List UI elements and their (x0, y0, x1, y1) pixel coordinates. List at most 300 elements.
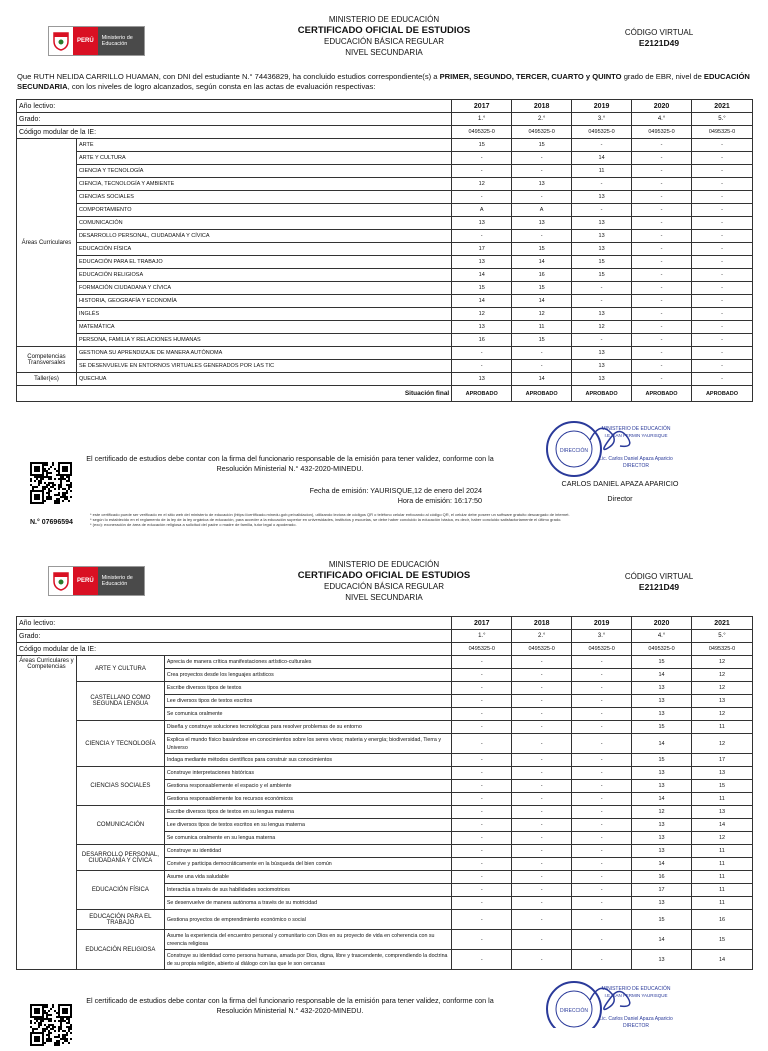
competencias-group-label: Competencias Transversales (17, 347, 77, 373)
grade-cell: 3.° (572, 113, 632, 126)
grade-value: 13 (632, 950, 692, 970)
area-row (17, 217, 753, 230)
grade-value: 13 (632, 780, 692, 793)
emission-info (250, 486, 482, 506)
grade-value: - (572, 295, 632, 308)
situacion-value: APROBADO (572, 386, 632, 402)
grade-value: - (572, 884, 632, 897)
grade-value: - (512, 871, 572, 884)
grade-value: - (632, 191, 692, 204)
grade-value: - (452, 819, 512, 832)
grade-value: 11 (692, 884, 753, 897)
grade-value: - (572, 734, 632, 754)
grade-value: - (691, 321, 752, 334)
grade-value: 14 (632, 930, 692, 950)
grade-value: - (572, 204, 632, 217)
grade-value: - (572, 871, 632, 884)
peru-emblem-icon (49, 569, 73, 593)
header-nivel: NIVEL SECUNDARIA (345, 48, 423, 57)
grade-value: - (572, 897, 632, 910)
area-name: ARTE (76, 139, 451, 152)
grade-value: - (452, 930, 512, 950)
footnote-1: * este certificado puede ser verificado en el sitio web del ministerio de educación (https://certificado.minedu.gob.pe/validacion), utilizando lectora de códigos QR o teléfono celular enfocando al código QR, el celular debe poseer un software gratuito descargado de internet. (90, 512, 570, 517)
grade-value: 14 (632, 793, 692, 806)
grade-value: - (632, 269, 692, 282)
grade-value: 13 (632, 897, 692, 910)
signer-block (520, 479, 720, 504)
grade-value: 16 (512, 269, 572, 282)
header-ministerio: MINISTERIO DE EDUCACIÓN (328, 560, 440, 569)
grade-value: A (512, 204, 572, 217)
competence-text: Construye su identidad (164, 845, 451, 858)
grade-value: - (691, 269, 752, 282)
competence-row (17, 910, 753, 930)
competence-text: Gestiona responsablemente el espacio y el ambiente (164, 780, 451, 793)
grade-value: - (691, 282, 752, 295)
grade-value: 13 (632, 695, 692, 708)
grade-value: - (572, 656, 632, 669)
grade-value: - (452, 165, 512, 178)
validity-note-line2: Resolución Ministerial N.° 432-2020-MINEDU. (216, 1006, 364, 1015)
competence-text: Asume una vida saludable (164, 871, 451, 884)
grade-value: 16 (692, 910, 753, 930)
grade-value: 12 (572, 321, 632, 334)
codmod-cell: 0495325-0 (572, 126, 632, 139)
grade-value: - (632, 204, 692, 217)
competence-text: Lee diversos tipos de textos escritos (164, 695, 451, 708)
grade-value: 13 (452, 217, 512, 230)
grade-value: - (691, 347, 752, 360)
grade-value: 13 (512, 178, 572, 191)
competence-row (17, 347, 753, 360)
grade-value: - (452, 754, 512, 767)
competence-text: Construye su identidad como persona humana, amada por Dios, digna, libre y trascendente, comprendiendo la doctrina de su propia religión, abierto al diálogo con las que le son cercanas (164, 950, 451, 970)
codigo-virtual-2 (599, 571, 719, 593)
area-row (17, 204, 753, 217)
grade-cell: 4.° (632, 630, 692, 643)
grade-value: - (632, 360, 692, 373)
grade-value: - (572, 950, 632, 970)
grade-value: 14 (692, 950, 753, 970)
area-name: FORMACIÓN CIUDADANA Y CÍVICA (76, 282, 451, 295)
competence-row (17, 721, 753, 734)
grade-value: - (572, 930, 632, 950)
grade-value: 13 (692, 767, 753, 780)
area-row (17, 191, 753, 204)
validity-note (80, 454, 500, 474)
area-name: CASTELLANO COMO SEGUNDA LENGUA (76, 682, 164, 721)
grade-value: 14 (572, 152, 632, 165)
competence-text: Convive y participa democráticamente en la búsqueda del bien común (164, 858, 451, 871)
grade-value: 13 (692, 695, 753, 708)
year-cell: 2019 (572, 617, 632, 630)
grade-value: - (691, 152, 752, 165)
area-name: CIENCIA Y TECNOLOGÍA (76, 721, 164, 767)
grade-value: - (452, 708, 512, 721)
grade-value: 14 (632, 669, 692, 682)
year-label: Año lectivo: (17, 617, 452, 630)
grade-value: 13 (632, 819, 692, 832)
grade-value: - (512, 897, 572, 910)
grade-value: - (572, 845, 632, 858)
competence-text: Se comunica oralmente (164, 708, 451, 721)
grade-cell: 5.° (692, 630, 753, 643)
grade-cell: 2.° (512, 630, 572, 643)
grade-value: 15 (632, 656, 692, 669)
grade-value: - (512, 950, 572, 970)
area-name: ARTE Y CULTURA (76, 656, 164, 682)
situacion-value: APROBADO (512, 386, 572, 402)
competence-text: Diseña y construye soluciones tecnológicas para resolver problemas de su entorno (164, 721, 451, 734)
area-row (17, 334, 753, 347)
stamp-ring-text: MINISTERIO DE EDUCACIÓN (601, 986, 671, 992)
intro-level: EDUCACIÓN SECUNDARIA (17, 72, 750, 91)
grade-value: 11 (572, 165, 632, 178)
area-name: CIENCIA, TECNOLOGÍA Y AMBIENTE (76, 178, 451, 191)
grade-value: - (572, 721, 632, 734)
intro-paragraph (17, 72, 752, 92)
grade-value: - (512, 191, 572, 204)
area-name: CIENCIAS SOCIALES (76, 191, 451, 204)
grade-value: 13 (572, 217, 632, 230)
grade-value: 15 (512, 243, 572, 256)
grade-value: - (452, 656, 512, 669)
codigo-virtual-label: CÓDIGO VIRTUAL (624, 572, 694, 581)
grade-value: - (572, 910, 632, 930)
grade-value: - (512, 806, 572, 819)
competence-text: Escribe diversos tipos de textos en su lengua materna (164, 806, 451, 819)
grade-value: 15 (632, 721, 692, 734)
area-row (17, 269, 753, 282)
year-cell: 2020 (632, 100, 692, 113)
area-name: EDUCACIÓN RELIGIOSA (76, 930, 164, 970)
grade-value: - (512, 165, 572, 178)
situacion-value: APROBADO (632, 386, 692, 402)
grade-value: 12 (452, 308, 512, 321)
year-cell: 2017 (452, 100, 512, 113)
grade-value: - (512, 767, 572, 780)
grade-value: - (632, 334, 692, 347)
footnote-2: * según lo establecido en el reglamento de la ley de la ley orgánica de educación, para acceder a la educación superior en universidades, institutos y escuelas, se debe haber concluido la educación básica, es decir, haber concluido satisfactoriamente el último grado. (90, 517, 562, 522)
area-name: EDUCACIÓN PARA EL TRABAJO (76, 256, 451, 269)
grade-value: - (512, 754, 572, 767)
grade-cell: 5.° (691, 113, 752, 126)
year-cell: 2018 (512, 100, 572, 113)
grade-value: 15 (572, 269, 632, 282)
area-row (17, 243, 753, 256)
grade-value: - (632, 256, 692, 269)
grade-value: 11 (692, 793, 753, 806)
stamp-sign-name: Lic. Carlos Daniel Apaza Aparicio (599, 1016, 673, 1022)
grade-value: - (452, 806, 512, 819)
stamp-center-text: DIRECCIÓN (559, 448, 589, 454)
area-name: CIENCIAS SOCIALES (76, 767, 164, 806)
footnote-3: * (exo): exoneración de área de educación religiosa a solicitud del padre o madre de familia, tutor legal o apoderado. (90, 522, 297, 527)
year-cell: 2017 (452, 617, 512, 630)
intro-grades: PRIMER, SEGUNDO, TERCER, CUARTO y QUINTO (439, 72, 622, 81)
area-name: EDUCACIÓN RELIGIOSA (76, 269, 451, 282)
grade-value: 11 (512, 321, 572, 334)
area-name: EDUCACIÓN FÍSICA (76, 243, 451, 256)
grade-value: - (572, 819, 632, 832)
grade-value: - (632, 373, 692, 386)
grade-value: - (572, 334, 632, 347)
area-row (17, 178, 753, 191)
grade-value: - (572, 282, 632, 295)
area-name: EDUCACIÓN PARA EL TRABAJO (76, 910, 164, 930)
grade-value: 14 (512, 373, 572, 386)
grade-value: - (691, 178, 752, 191)
year-row (17, 617, 753, 630)
competence-text: Escribe diversos tipos de textos (164, 682, 451, 695)
grade-value: 13 (572, 373, 632, 386)
grade-row (17, 113, 753, 126)
taller-name: QUECHUA (76, 373, 451, 386)
grade-value: - (691, 295, 752, 308)
grade-value: - (452, 360, 512, 373)
grade-value: - (632, 347, 692, 360)
competence-name: SE DESENVUELVE EN ENTORNOS VIRTUALES GENERADOS POR LAS TIC (76, 360, 451, 373)
stamp-sign-role: DIRECTOR (622, 1023, 650, 1028)
grade-value: - (512, 845, 572, 858)
grade-value: - (632, 139, 692, 152)
grade-value: 13 (452, 256, 512, 269)
grade-value: - (512, 832, 572, 845)
grade-value: - (452, 347, 512, 360)
header-ebr: EDUCACIÓN BÁSICA REGULAR (323, 37, 445, 46)
grade-value: 13 (572, 347, 632, 360)
grade-value: - (572, 708, 632, 721)
grade-value: 12 (512, 308, 572, 321)
grade-value: 13 (572, 243, 632, 256)
competence-row (17, 845, 753, 858)
grade-value: A (452, 204, 512, 217)
emission-time: Hora de emisión: 16:17:50 (397, 496, 482, 505)
grade-value: - (452, 767, 512, 780)
ministerio-label: Ministerio de Educación (98, 567, 144, 595)
competence-text: Interactúa a través de sus habilidades sociomotrices (164, 884, 451, 897)
grade-value: - (452, 793, 512, 806)
area-row (17, 321, 753, 334)
grade-value: - (452, 845, 512, 858)
competence-name: GESTIONA SU APRENDIZAJE DE MANERA AUTÓNOMA (76, 347, 451, 360)
intro-text-e: , con los niveles de logro alcanzados, según consta en las actas de evaluación respectivas: (67, 82, 376, 91)
grade-value: - (512, 793, 572, 806)
emission-date: Fecha de emisión: YAURISQUE,12 de enero del 2024 (309, 486, 482, 495)
validity-note-line1: El certificado de estudios debe contar con la firma del funcionario responsable de la emisión para tener validez, conforme con la (86, 996, 494, 1005)
grade-value: - (512, 884, 572, 897)
grade-value: 11 (692, 897, 753, 910)
grade-value: - (691, 360, 752, 373)
grade-value: - (632, 217, 692, 230)
grade-value: - (572, 682, 632, 695)
grade-value: - (512, 682, 572, 695)
codmod-cell: 0495325-0 (632, 126, 692, 139)
grade-value: 14 (452, 295, 512, 308)
area-name: DESARROLLO PERSONAL, CIUDADANÍA Y CÍVICA (76, 845, 164, 871)
year-cell: 2020 (632, 617, 692, 630)
codmod-row (17, 126, 753, 139)
grade-value: - (512, 695, 572, 708)
grade-cell: 2.° (512, 113, 572, 126)
grade-value: 13 (632, 708, 692, 721)
grade-value: - (632, 295, 692, 308)
grade-value: - (691, 204, 752, 217)
grade-value: 11 (692, 871, 753, 884)
grades-table-2 (16, 616, 753, 970)
intro-text-a: Que RUTH NELIDA CARRILLO HUAMAN, con DNI del estudiante N.° 74436829, ha concluido estudios correspondiente(s) a (17, 72, 440, 81)
grade-value: - (452, 230, 512, 243)
grade-cell: 4.° (632, 113, 692, 126)
minedu-logo-2 (48, 566, 145, 596)
grade-value: - (452, 734, 512, 754)
competence-text: Crea proyectos desde los lenguajes artísticos (164, 669, 451, 682)
grade-value: 13 (572, 360, 632, 373)
grade-value: 16 (632, 871, 692, 884)
grade-value: 13 (572, 191, 632, 204)
validity-note-2 (80, 996, 500, 1016)
grade-value: - (572, 780, 632, 793)
grade-value: - (572, 793, 632, 806)
grade-value: 12 (452, 178, 512, 191)
grade-value: 15 (452, 139, 512, 152)
year-label: Año lectivo: (17, 100, 452, 113)
grade-value: 12 (692, 832, 753, 845)
grade-value: - (452, 695, 512, 708)
ministerio-label: Ministerio de Educación (98, 27, 144, 55)
grade-value: - (512, 347, 572, 360)
codigo-virtual-value: E2121D49 (638, 38, 680, 48)
codmod-row (17, 643, 753, 656)
grade-value: - (512, 721, 572, 734)
grade-value: - (452, 897, 512, 910)
grade-value: 12 (692, 734, 753, 754)
grade-value: - (572, 806, 632, 819)
grade-value: - (452, 682, 512, 695)
taller-row (17, 373, 753, 386)
competence-text: Indaga mediante métodos científicos para construir sus conocimientos (164, 754, 451, 767)
grade-value: 17 (452, 243, 512, 256)
grade-value: - (512, 708, 572, 721)
codmod-cell: 0495325-0 (572, 643, 632, 656)
signer-role: Director (607, 494, 633, 503)
competence-text: Construye interpretaciones históricas (164, 767, 451, 780)
grade-value: - (512, 360, 572, 373)
grade-value: 14 (452, 269, 512, 282)
grade-value: - (512, 930, 572, 950)
grade-value: - (691, 334, 752, 347)
grade-value: 15 (512, 282, 572, 295)
grade-value: - (572, 669, 632, 682)
grade-value: - (632, 165, 692, 178)
area-name: COMUNICACIÓN (76, 806, 164, 845)
year-cell: 2018 (512, 617, 572, 630)
grade-value: 13 (572, 230, 632, 243)
grade-value: 14 (632, 734, 692, 754)
grade-value: 13 (632, 845, 692, 858)
grade-row (17, 630, 753, 643)
footnotes (90, 512, 690, 527)
grade-value: - (452, 721, 512, 734)
year-row (17, 100, 753, 113)
codmod-cell: 0495325-0 (691, 126, 752, 139)
competence-row (17, 682, 753, 695)
minedu-logo (48, 26, 145, 56)
validity-note-line2: Resolución Ministerial N.° 432-2020-MINEDU. (216, 464, 364, 473)
grade-value: - (572, 754, 632, 767)
grade-value: - (691, 308, 752, 321)
header-title: CERTIFICADO OFICIAL DE ESTUDIOS (297, 25, 471, 36)
certificate-number: N.° 07696594 (30, 519, 73, 526)
director-stamp-icon (540, 978, 690, 1028)
area-row (17, 152, 753, 165)
grade-value: 17 (632, 884, 692, 897)
grade-value: - (452, 780, 512, 793)
area-name: ARTE Y CULTURA (76, 152, 451, 165)
grade-value: 12 (632, 806, 692, 819)
grade-value: - (632, 230, 692, 243)
competence-row (17, 656, 753, 669)
year-cell: 2021 (691, 100, 752, 113)
peru-label: PERÚ (73, 27, 98, 55)
grade-value: - (512, 152, 572, 165)
grade-value: 14 (512, 295, 572, 308)
codmod-cell: 0495325-0 (632, 643, 692, 656)
grade-value: 12 (692, 682, 753, 695)
area-name: MATEMÁTICA (76, 321, 451, 334)
codmod-cell: 0495325-0 (452, 126, 512, 139)
competence-text: Se desenvuelve de manera autónoma a través de su motricidad (164, 897, 451, 910)
competence-row (17, 767, 753, 780)
grade-label: Grado: (17, 113, 452, 126)
grade-value: 13 (572, 308, 632, 321)
grade-value: - (512, 780, 572, 793)
stamp-school-text: I.E. SAN FERMIN YAURISQUE (604, 433, 668, 438)
grade-value: 15 (512, 334, 572, 347)
codigo-virtual (599, 27, 719, 49)
grade-value: - (632, 243, 692, 256)
grade-value: 15 (632, 754, 692, 767)
grade-value: 11 (692, 858, 753, 871)
grade-value: 13 (632, 682, 692, 695)
grade-value: 12 (692, 656, 753, 669)
grade-cell: 1.° (452, 630, 512, 643)
grade-value: 11 (692, 845, 753, 858)
grade-value: 12 (692, 669, 753, 682)
codigo-virtual-value: E2121D49 (638, 582, 680, 592)
area-name: COMUNICACIÓN (76, 217, 451, 230)
grade-value: 15 (452, 282, 512, 295)
areas-group-label: Áreas Curriculares (17, 139, 77, 347)
area-row (17, 282, 753, 295)
grade-cell: 3.° (572, 630, 632, 643)
grade-value: 13 (452, 321, 512, 334)
grade-value: - (512, 910, 572, 930)
grade-value: - (572, 139, 632, 152)
grade-value: 13 (692, 806, 753, 819)
grade-value: - (691, 191, 752, 204)
grade-value: 12 (692, 708, 753, 721)
grade-value: 13 (452, 373, 512, 386)
grade-value: 14 (512, 256, 572, 269)
grade-value: 13 (632, 767, 692, 780)
codmod-label: Código modular de la IE: (17, 126, 452, 139)
validity-note-line1: El certificado de estudios debe contar con la firma del funcionario responsable de la emisión para tener validez, conforme con la (86, 454, 494, 463)
area-name: INGLÉS (76, 308, 451, 321)
grade-value: - (512, 669, 572, 682)
grade-value: 13 (512, 217, 572, 230)
area-row (17, 256, 753, 269)
